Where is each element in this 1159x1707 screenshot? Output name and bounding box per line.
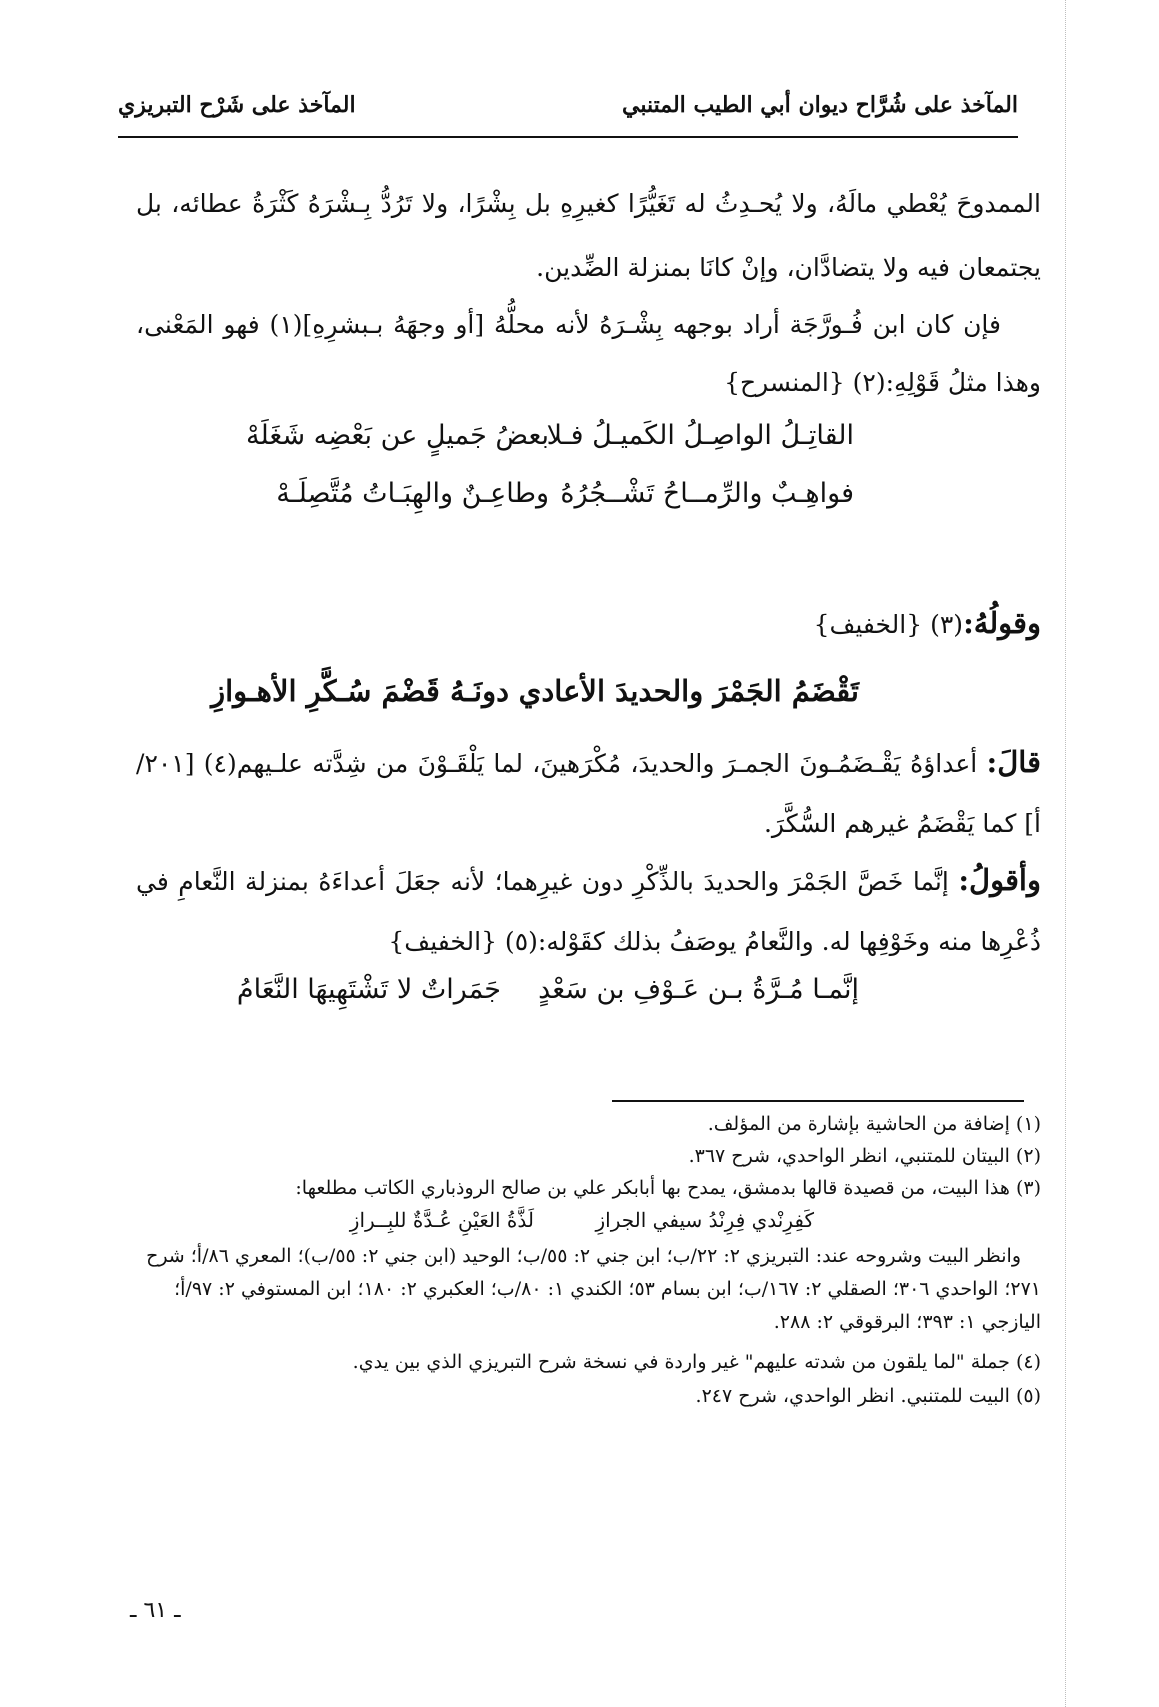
footnote-4: (٤) جملة "لما يلقون من شدته عليهم" غير واردة في نسخة شرح التبريزي الذي بين يدي.: [352, 1351, 1041, 1373]
verse-3-first-hemistich: تَقْضَمُ الجَمْرَ والحديدَ الأعادي: [518, 674, 859, 708]
qala-label: قالَ:: [986, 745, 1041, 779]
qala-text: أعداؤهُ يَقْـضَمُـونَ الجمـرَ والحديدَ، مُكْرَهينَ، لما يَلْقَـوْنَ من شِدَّته علـيهم(٤) [٢٠١/أ] كما يَقْضَمُ غيرهم السُّكَّرَ.: [136, 749, 1041, 838]
header-section-title: المآخذ على شَرْح التبريزي: [118, 92, 356, 118]
running-header: [118, 92, 1018, 132]
commentary-aqulu: [136, 850, 1041, 972]
footnote-3-verse-second: لَذَّةُ العَيْنِ عُـدَّةٌ للبِــرازِ: [349, 1208, 534, 1232]
footnote-3-verse-first: كَفِرِنْدي فِرِنْدُ سيفي الجرازِ: [595, 1208, 814, 1232]
paragraph-2: فإن كان ابن فُـورَّجَة أراد بوجهه بِشْـرَهُ لأنه محلُّهُ [أو وجهَهُ بـبشرِهِ](١) فهو المَعْنى، وهذا مثلُ قَوْلِهِ:(٢) {المنسرح}: [136, 310, 1041, 397]
quote-intro: [136, 608, 1041, 640]
footnote-3: (٣) هذا البيت، من قصيدة قالها بدمشق، يمدح بها أبابكر علي بن صالح الروذباري الكاتب مطلعها:: [295, 1177, 1041, 1199]
commentary-qala: [136, 732, 1041, 854]
verse-1-second-hemistich: بعضُ جَميلٍ عن بَعْضِه شَغَلَهْ: [246, 420, 549, 451]
header-rule: [118, 136, 1018, 138]
aqulu-label: وأقولُ:: [958, 863, 1041, 897]
verse-2-first-hemistich: فواهِـبٌ والرِّمــاحُ تَشْــجُرُهُ: [560, 478, 854, 509]
scan-fold-line: [1065, 0, 1066, 1707]
footnote-rule: [612, 1100, 1024, 1102]
page-number: ـ ٦١ ـ: [130, 1598, 181, 1623]
verse-2-second-hemistich: وطاعِـنٌ والهِبَـاتُ مُتَّصِلَـهْ: [276, 478, 549, 509]
quote-meter: (٣) {الخفيف}: [813, 610, 964, 639]
paragraph-1: الممدوحَ يُعْطي مالَهُ، ولا يُحـدِثُ له تَغَيُّرًا كغيرِهِ بل بِشْرًا، ولا تَرُدُّ بِـشْرَهُ كَثْرَةُ عطائه، بل يجتمعان فيه ولا يتضادَّان، وإنْ كانَا بمنزلة الضِّدين.: [136, 189, 1041, 282]
verse-3-second-hemistich: دونَـهُ قَضْمَ سُـكَّرِ الأهـوازِ: [211, 674, 509, 708]
header-book-title: المآخذ على شُرَّاح ديوان أبي الطيب المتنبي: [622, 92, 1018, 118]
verse-4-first-hemistich: إنَّمـا مُـرَّةُ بـن عَـوْفِ بن سَعْدٍ: [538, 974, 859, 1005]
footnote-1: (١) إضافة من الحاشية بإشارة من المؤلف.: [707, 1113, 1041, 1135]
footnote-5: (٥) البيت للمتنبي. انظر الواحدي، شرح ٢٤٧.: [695, 1385, 1041, 1407]
verse-4-second-hemistich: جَمَراتٌ لا تَشْتَهِيهَا النَّعَامُ: [236, 974, 501, 1005]
footnote-3-references: وانظر البيت وشروحه عند: التبريزي ٢: ٢٢/ب؛ ابن جني ٢: ٥٥/ب؛ الوحيد (ابن جني ٢: ٥٥/ب)؛ المعري ٨٦/أ؛ شرح ٢٧١؛ الواحدي ٣٠٦؛ الصقلي ٢: ١٦٧/ب؛ ابن بسام ٥٣؛ الكندي ١: ٨٠/ب؛ العكبري ٢: ١٨٠؛ ابن المستوفي ٢: ٩٧/أ؛ اليازجي ١: ٣٩٣؛ البرقوقي ٢: ٢٨٨.: [146, 1245, 1041, 1333]
quote-label: وقولُهُ:: [963, 606, 1041, 640]
footnote-2: (٢) البيتان للمتنبي، انظر الواحدي، شرح ٣٦٧.: [688, 1145, 1041, 1167]
verse-1-first-hemistich: القاتِـلُ الواصِـلُ الكَميـلُ فـلا: [546, 420, 854, 451]
aqulu-text: إنَّما خَصَّ الجَمْرَ والحديدَ بالذِّكْرِ دون غيرِهما؛ لأنه جعَلَ أعداءَهُ بمنزلة النَّعامِ في ذُعْرِها منه وخَوْفِها له. والنَّعامُ يوصَفُ بذلك كقَوْله:(٥) {الخفيف}: [136, 867, 1041, 956]
